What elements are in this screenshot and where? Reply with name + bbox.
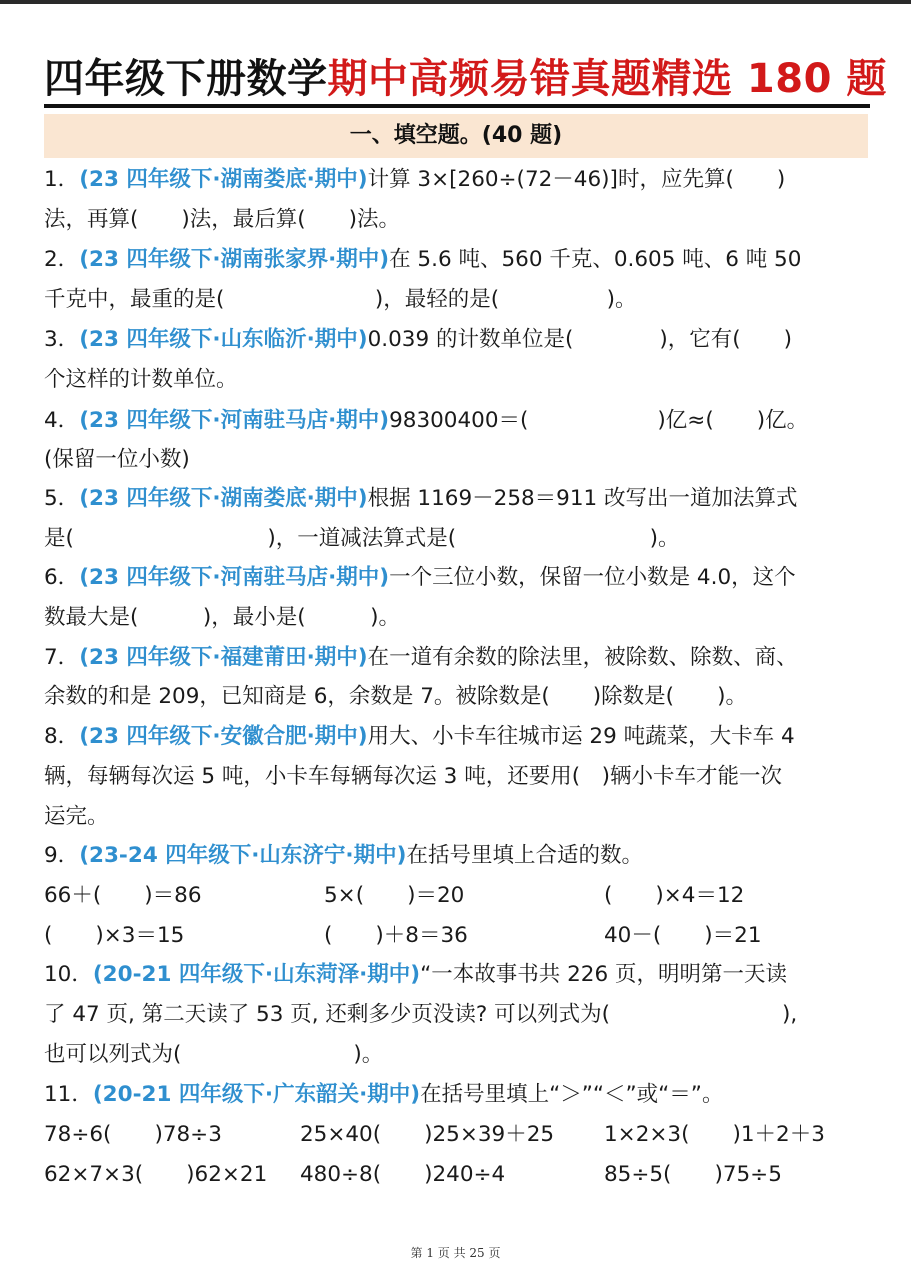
question-6-line-2: 数最大是( )，最小是( )。 <box>44 605 401 630</box>
question-4-line-1 <box>44 401 870 441</box>
question-number: 2． <box>44 247 80 272</box>
equation: 5×( )＝20 <box>324 883 465 908</box>
comparison: 25×40( )25×39＋25 <box>300 1122 555 1147</box>
question-5-line-2: 是( )，一道减法算式是( )。 <box>44 526 680 551</box>
equation: ( )＋8＝36 <box>324 923 468 948</box>
question-9-line-1 <box>44 836 870 876</box>
question-7-line-1 <box>44 638 870 678</box>
question-6-line-1 <box>44 558 870 598</box>
question-8-line-3: 运完。 <box>44 804 109 829</box>
title-red-part: 期中高频易错真题精选 180 题 <box>327 56 887 102</box>
question-number: 7． <box>44 645 80 670</box>
question-text: “一本故事书共 226 页，明明第一天读 <box>420 962 787 987</box>
question-number: 11． <box>44 1082 93 1107</box>
section-header: 一、填空题。(40 题) <box>44 114 868 158</box>
question-source: (23 四年级下·山东临沂·期中) <box>79 327 368 352</box>
question-source: (23-24 四年级下·山东济宁·期中) <box>79 843 407 868</box>
question-source: (23 四年级下·安徽合肥·期中) <box>79 724 368 749</box>
comparison: 480÷8( )240÷4 <box>300 1162 506 1187</box>
page-title <box>44 52 887 106</box>
title-underline <box>44 104 870 108</box>
question-number: 9． <box>44 843 80 868</box>
question-3-line-2: 个这样的计数单位。 <box>44 367 238 392</box>
question-1-line-1 <box>44 160 870 200</box>
question-text: 计算 3×[260÷(72－46)]时，应先算( ) <box>367 167 786 192</box>
question-source: (23 四年级下·湖南张家界·期中) <box>79 247 390 272</box>
question-8-line-2: 辆，每辆每次运 5 吨，小卡车每辆每次运 3 吨，还要用( )辆小卡车才能一次 <box>44 764 782 789</box>
question-4-line-2: (保留一位小数) <box>44 447 190 472</box>
question-source: (23 四年级下·河南驻马店·期中) <box>79 408 390 433</box>
comparison: 78÷6( )78÷3 <box>44 1122 222 1147</box>
question-5-line-1 <box>44 479 870 519</box>
question-2-line-1 <box>44 240 870 280</box>
question-text: 在括号里填上合适的数。 <box>406 843 643 868</box>
question-source: (23 四年级下·湖南娄底·期中) <box>79 486 368 511</box>
question-text: 根据 1169－258＝911 改写出一道加法算式 <box>367 486 798 511</box>
equation: ( )×4＝12 <box>604 883 745 908</box>
equation: 66＋( )＝86 <box>44 883 202 908</box>
question-source: (23 四年级下·河南驻马店·期中) <box>79 565 390 590</box>
question-10-line-2: 了 47 页, 第二天读了 53 页, 还剩多少页没读? 可以列式为( ), <box>44 1002 798 1027</box>
question-text: 用大、小卡车往城市运 29 吨蔬菜，大卡车 4 <box>367 724 795 749</box>
page-footer: 第 1 页 共 25 页 <box>410 1246 501 1260</box>
question-7-line-2: 余数的和是 209，已知商是 6，余数是 7。被除数是( )除数是( )。 <box>44 684 747 709</box>
question-source: (20-21 四年级下·山东菏泽·期中) <box>92 962 421 987</box>
question-10-line-3: 也可以列式为( )。 <box>44 1042 384 1067</box>
question-10-line-1 <box>44 955 870 995</box>
title-black-part: 四年级下册数学 <box>44 56 328 102</box>
question-text: 0.039 的计数单位是( )，它有( ) <box>367 327 793 352</box>
question-number: 1． <box>44 167 80 192</box>
comparison: 62×7×3( )62×21 <box>44 1162 268 1187</box>
question-text: 98300400＝( )亿≈( )亿。 <box>389 408 809 433</box>
question-text: 一个三位小数，保留一位小数是 4.0，这个 <box>389 565 796 590</box>
question-number: 6． <box>44 565 80 590</box>
top-border <box>0 0 911 4</box>
question-source: (23 四年级下·福建莆田·期中) <box>79 645 368 670</box>
equation: ( )×3＝15 <box>44 923 185 948</box>
question-number: 4． <box>44 408 80 433</box>
comparison: 85÷5( )75÷5 <box>604 1162 782 1187</box>
comparison: 1×2×3( )1＋2＋3 <box>604 1122 825 1147</box>
question-number: 10． <box>44 962 93 987</box>
question-number: 3． <box>44 327 80 352</box>
question-source: (23 四年级下·湖南娄底·期中) <box>79 167 368 192</box>
question-number: 8． <box>44 724 80 749</box>
question-text: 在一道有余数的除法里，被除数、除数、商、 <box>367 645 798 670</box>
question-text: 在 5.6 吨、560 千克、0.605 吨、6 吨 50 <box>389 247 802 272</box>
question-11-line-1 <box>44 1075 870 1115</box>
equation: 40－( )＝21 <box>604 923 762 948</box>
question-source: (20-21 四年级下·广东韶关·期中) <box>92 1082 421 1107</box>
question-number: 5． <box>44 486 80 511</box>
question-8-line-1 <box>44 717 870 757</box>
question-1-line-2: 法，再算( )法，最后算( )法。 <box>44 207 401 232</box>
question-2-line-2: 千克中，最重的是( )，最轻的是( )。 <box>44 287 637 312</box>
question-3-line-1 <box>44 320 870 360</box>
question-text: 在括号里填上“＞”“＜”或“＝”。 <box>420 1082 724 1107</box>
